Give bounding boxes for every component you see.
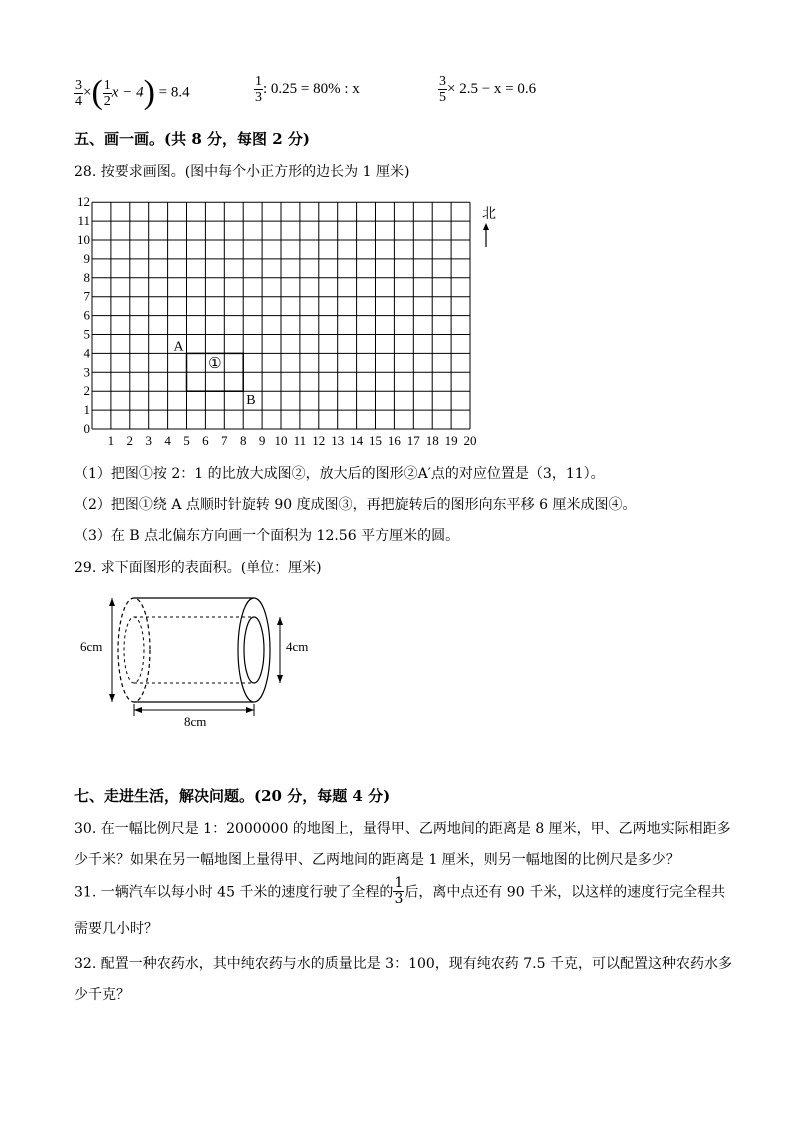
question-30-line1: 30. 在一幅比例尺是 1：2000000 的地图上，量得甲、乙两地间的距离是 8 厘米，甲、乙两地实际相距多 (74, 821, 731, 837)
question-32-line1: 32. 配置一种农药水，其中纯农药与水的质量比是 3：100，现有纯农药 7.5 千克，可以配置这种农药水多 (74, 956, 732, 972)
question-30-line2: 少千米？如果在另一幅地图上量得甲、乙两地间的距离是 1 厘米，则另一幅地图的比例尺是多少？ (74, 852, 680, 868)
equation-3: $\frac{3}{5}$ × 2.5 − x = 0.6 (439, 74, 537, 105)
left-inner-ellipse (124, 617, 144, 683)
x-tick-label: 12 (312, 433, 326, 448)
x-tick-label: 6 (202, 433, 209, 448)
equation-1: $\frac{3}{4}$ ×( $\frac{1}{2}$ x − 4) = 8.4 (75, 74, 190, 111)
point-b-label: B (246, 393, 256, 409)
x-tick-labels (108, 433, 477, 448)
question-28: 28. 按要求画图。(图中每个小正方形的边长为 1 厘米) (74, 164, 410, 180)
arrow-icon (109, 694, 115, 702)
y-tick-label: 2 (83, 383, 90, 399)
x-tick-label: 20 (463, 433, 477, 448)
question-31-line1: 31. 一辆汽车以每小时 45 千米的速度行驶了全程的 $\frac{1}{3}$ 后，离中点还有 90 千米，以这样的速度行完全程共 (74, 875, 726, 907)
left-outer-ellipse (118, 598, 150, 702)
section-title: 七、走进生活，解决问题。(20 分，每题 4 分) (74, 787, 391, 805)
x-tick-label: 8 (239, 433, 247, 448)
x-tick-label: 11 (293, 433, 307, 448)
y-tick-label: 1 (83, 402, 90, 418)
question-29: 29. 求下面图形的表面积。(单位：厘米) (74, 560, 322, 576)
inner-diameter-label: 4cm (286, 639, 309, 654)
x-tick-label: 3 (145, 433, 152, 448)
y-tick-label: 7 (83, 288, 90, 304)
q28-sub2: （2）把图①绕 A 点顺时针旋转 90 度成图③，再把旋转后的图形向东平移 6 厘米成图④。 (74, 497, 637, 513)
x-tick-label: 5 (183, 433, 190, 448)
arrow-icon (134, 707, 142, 713)
fraction: $\frac{3}{4}$ (75, 77, 82, 109)
north-label: 北 (482, 207, 496, 222)
x-tick-label: 16 (387, 433, 401, 448)
hollow-cylinder-figure (74, 588, 334, 733)
x-tick-label: 15 (369, 433, 382, 448)
fraction: $\frac{1}{2}$ (103, 77, 111, 109)
x-tick-label: 9 (258, 433, 266, 448)
y-tick-labels (77, 195, 91, 436)
x-tick-label: 17 (406, 433, 420, 448)
arrow-icon (277, 617, 283, 625)
x-tick-label: 10 (274, 433, 288, 448)
right-outer-ellipse (238, 598, 270, 702)
y-tick-label: 12 (77, 195, 90, 210)
y-tick-label: 8 (83, 269, 90, 285)
arrow-icon (246, 707, 254, 713)
fraction: $\frac{1}{3}$ (255, 74, 262, 105)
x-tick-label: 7 (221, 433, 228, 448)
y-tick-label: 10 (77, 232, 90, 247)
outer-diameter-label: 6cm (80, 639, 103, 654)
coordinate-grid (70, 195, 510, 450)
x-tick-label: 19 (444, 433, 458, 448)
arrow-icon (277, 675, 283, 683)
arrow-icon (109, 598, 115, 606)
question-31-line2: 需要几小时？ (74, 921, 158, 937)
fraction: $\frac{1}{3}$ (394, 875, 404, 907)
y-tick-label: 9 (83, 250, 90, 266)
fraction: $\frac{3}{5}$ (439, 74, 446, 105)
y-tick-label: 5 (83, 326, 90, 342)
section-title: 五、画一画。(共 8 分，每图 2 分) (74, 130, 310, 148)
question-32-line2: 少千克？ (74, 987, 130, 1003)
x-tick-label: 13 (331, 433, 345, 448)
equation-2: $\frac{1}{3}$ : 0.25 = 80% : x (255, 74, 360, 105)
north-arrow-icon (483, 223, 489, 230)
y-tick-label: 3 (83, 364, 90, 380)
figure-1-label: ① (208, 355, 222, 372)
x-tick-label: 4 (164, 433, 171, 448)
length-label: 8cm (184, 714, 207, 729)
y-tick-label: 6 (83, 307, 90, 323)
x-tick-label: 2 (126, 433, 134, 448)
x-tick-label: 14 (350, 433, 364, 448)
point-a-label: A (173, 339, 184, 355)
x-tick-label: 1 (107, 433, 115, 448)
q28-sub3: （3）在 B 点北偏东方向画一个面积为 12.56 平方厘米的圆。 (74, 528, 460, 544)
gridlines (92, 202, 470, 429)
y-tick-label: 0 (83, 421, 90, 436)
x-tick-label: 18 (425, 433, 439, 448)
y-tick-label: 11 (77, 213, 90, 229)
y-tick-label: 4 (83, 345, 90, 361)
q28-sub1: （1）把图①按 2：1 的比放大成图②，放大后的图形②A′点的对应位置是（3，11）。 (74, 466, 605, 482)
